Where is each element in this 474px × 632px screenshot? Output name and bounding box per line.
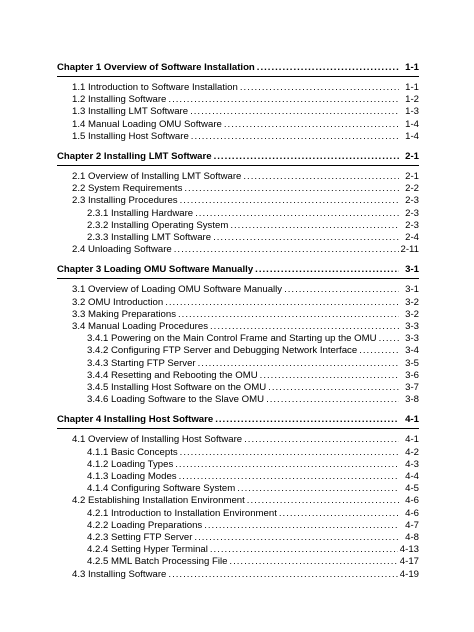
toc-title: 4.2.3 Setting FTP Server — [87, 532, 193, 543]
toc-entry[interactable] — [87, 358, 419, 370]
toc-title: 1.2 Installing Software — [72, 94, 167, 106]
toc-entry[interactable] — [87, 208, 419, 220]
toc-entry[interactable] — [87, 556, 419, 568]
toc-page-number: 4-6 — [405, 507, 419, 519]
toc-title: 2.2 System Requirements — [72, 183, 183, 195]
toc-title: 3.1 Overview of Loading OMU Software Manually — [72, 284, 283, 296]
dot-leader — [266, 394, 399, 406]
toc-entry[interactable] — [87, 459, 419, 471]
toc-page-number: 3-2 — [405, 308, 419, 320]
toc-entry[interactable] — [87, 220, 419, 232]
toc-page-number: 4-7 — [405, 519, 419, 531]
dot-leader — [229, 556, 397, 568]
toc-page-number: 4-13 — [399, 544, 419, 556]
toc-title: 2.3.3 Installing LMT Software — [87, 232, 212, 243]
toc-page-number: 3-4 — [405, 345, 419, 357]
toc-page-number: 1-1 — [405, 62, 419, 73]
dot-leader — [195, 208, 399, 220]
toc-entry[interactable] — [72, 569, 419, 581]
toc-title: 4.2.2 Loading Preparations — [87, 519, 203, 531]
toc-entry[interactable] — [72, 94, 419, 106]
dot-leader — [359, 345, 399, 357]
toc-entry[interactable] — [87, 333, 419, 345]
toc-entry[interactable] — [87, 532, 419, 544]
dot-leader — [230, 220, 399, 232]
dot-leader — [257, 62, 399, 74]
toc-title: Chapter 3 Loading OMU Software Manually — [57, 264, 254, 276]
dot-leader — [210, 321, 399, 333]
chapter-rule — [57, 428, 419, 429]
toc-page-number: 3-2 — [405, 296, 419, 308]
toc-page-number: 4-19 — [399, 568, 419, 580]
toc-page-number: 1-4 — [405, 118, 419, 130]
toc-entry[interactable] — [87, 232, 419, 244]
toc-page-number: 2-3 — [405, 219, 419, 231]
toc-title: 4.2.4 Setting Hyper Terminal — [87, 544, 208, 556]
toc-title: 4.1.1 Basic Concepts — [87, 446, 178, 458]
toc-entry[interactable] — [72, 131, 419, 143]
toc-entry[interactable] — [87, 345, 419, 357]
toc-entry[interactable] — [87, 544, 419, 556]
toc-entry[interactable] — [87, 382, 419, 394]
toc-page-number: 2-4 — [405, 232, 419, 243]
dot-leader — [191, 131, 399, 143]
toc-title: 1.4 Manual Loading OMU Software — [72, 118, 222, 130]
toc-page-number: 3-1 — [405, 284, 419, 296]
dot-leader — [279, 508, 399, 520]
toc-title: 1.5 Installing Host Software — [72, 130, 189, 142]
toc-title: 1.1 Introduction to Software Installation — [72, 82, 238, 93]
toc-page-number: 4-5 — [405, 483, 419, 495]
toc-entry[interactable] — [87, 394, 419, 406]
dot-leader — [213, 232, 399, 244]
toc-page-number: 1-3 — [405, 106, 419, 118]
toc-title: 3.4 Manual Loading Procedures — [72, 321, 209, 332]
dot-leader — [165, 297, 399, 309]
toc-page-number: 3-7 — [405, 382, 419, 393]
dot-leader — [224, 119, 399, 131]
dot-leader — [194, 532, 399, 544]
toc-page-number: 4-4 — [405, 471, 419, 482]
dot-leader — [237, 483, 399, 495]
toc-page-number: 4-1 — [405, 434, 419, 446]
toc-entry[interactable] — [72, 297, 419, 309]
chapter-rule — [57, 278, 419, 279]
dot-leader — [244, 434, 399, 446]
toc-entry[interactable] — [72, 82, 419, 94]
dot-leader — [190, 106, 399, 118]
toc-title: 3.4.3 Starting FTP Server — [87, 357, 196, 369]
dot-leader — [214, 151, 399, 163]
dot-leader — [184, 183, 399, 195]
toc-page-number: 3-5 — [405, 357, 419, 369]
toc-entry[interactable] — [72, 284, 419, 296]
toc-page-number: 4-17 — [399, 556, 419, 568]
dot-leader — [379, 333, 399, 345]
toc-title: 3.2 OMU Introduction — [72, 296, 164, 308]
dot-leader — [255, 264, 399, 276]
toc-entry[interactable] — [72, 495, 419, 507]
toc-title: 3.3 Making Preparations — [72, 308, 176, 320]
toc-entry[interactable] — [87, 508, 419, 520]
dot-leader — [179, 471, 399, 483]
dot-leader — [168, 569, 397, 581]
dot-leader — [247, 495, 399, 507]
toc-page-number: 2-2 — [405, 183, 419, 195]
toc-page-number: 4-2 — [405, 446, 419, 458]
dot-leader — [180, 195, 399, 207]
toc-entry[interactable] — [72, 309, 419, 321]
toc-page-number: 3-3 — [405, 333, 419, 345]
toc-title: 3.4.4 Resetting and Rebooting the OMU — [87, 369, 258, 381]
toc-entry[interactable] — [87, 520, 419, 532]
toc-entry[interactable] — [72, 321, 419, 333]
toc-page-number: 3-3 — [405, 321, 419, 332]
dot-leader — [268, 382, 399, 394]
toc-title: 4.1 Overview of Installing Host Software — [72, 434, 243, 446]
dot-leader — [240, 82, 399, 94]
toc-title: 2.3.1 Installing Hardware — [87, 207, 194, 219]
chapter-rule — [57, 165, 419, 166]
toc-title: 4.2.5 MML Batch Processing File — [87, 556, 228, 568]
toc-page-number: 4-6 — [405, 495, 419, 507]
toc-chapter-entry[interactable] — [57, 414, 419, 426]
toc-title: 3.4.1 Powering on the Main Control Frame and Starting up the OMU — [87, 333, 377, 345]
toc-title: 3.4.2 Configuring FTP Server and Debugging Network Interface — [87, 345, 358, 357]
toc-title: 2.3 Installing Procedures — [72, 195, 178, 207]
toc-page-number: 1-2 — [405, 94, 419, 106]
toc-entry[interactable] — [72, 106, 419, 118]
toc-page-number: 4-3 — [405, 458, 419, 470]
dot-leader — [168, 94, 399, 106]
dot-leader — [215, 414, 399, 426]
toc-entry[interactable] — [87, 483, 419, 495]
dot-leader — [204, 520, 399, 532]
toc-entry[interactable] — [72, 434, 419, 446]
toc-title: 2.1 Overview of Installing LMT Software — [72, 171, 242, 182]
toc-page-number: 2-1 — [405, 151, 419, 162]
toc-page-number: 2-3 — [405, 207, 419, 219]
dot-leader — [243, 171, 399, 183]
toc-entry[interactable] — [72, 183, 419, 195]
toc-chapter-entry[interactable] — [57, 264, 419, 276]
toc-title: 4.3 Installing Software — [72, 568, 167, 580]
toc-title: 4.2.1 Introduction to Installation Environment — [87, 507, 277, 519]
toc-page-number: 2-3 — [405, 195, 419, 207]
toc-entry[interactable] — [72, 244, 419, 256]
toc-page-number: 2-1 — [405, 171, 419, 182]
dot-leader — [210, 544, 398, 556]
toc-title: 2.3.2 Installing Operating System — [87, 219, 229, 231]
toc-entry[interactable] — [72, 171, 419, 183]
toc-title: 1.3 Installing LMT Software — [72, 106, 189, 118]
toc-entry[interactable] — [87, 447, 419, 459]
toc-title: Chapter 1 Overview of Software Installation — [57, 62, 255, 73]
toc-title: 4.2 Establishing Installation Environment — [72, 495, 245, 507]
chapter-rule — [57, 76, 419, 77]
toc-page-number: 3-1 — [405, 264, 419, 276]
toc-page-number: 3-6 — [405, 369, 419, 381]
toc-page-number: 4-8 — [405, 532, 419, 543]
toc-page-number: 1-1 — [405, 82, 419, 93]
toc-entry[interactable] — [87, 471, 419, 483]
toc-chapter-entry[interactable] — [57, 62, 419, 74]
toc-entry[interactable] — [87, 370, 419, 382]
toc-title: 4.1.2 Loading Types — [87, 458, 174, 470]
toc-title: Chapter 2 Installing LMT Software — [57, 151, 212, 162]
toc-title: 4.1.4 Configuring Software System — [87, 483, 236, 495]
toc-page-number: 4-1 — [405, 414, 419, 426]
dot-leader — [284, 284, 399, 296]
dot-leader — [175, 459, 399, 471]
dot-leader — [180, 447, 399, 459]
toc-title: 2.4 Unloading Software — [72, 244, 172, 256]
toc-page-number: 3-8 — [405, 394, 419, 406]
dot-leader — [178, 309, 399, 321]
dot-leader — [198, 358, 399, 370]
toc-title: 3.4.6 Loading Software to the Slave OMU — [87, 394, 265, 406]
toc-title: Chapter 4 Installing Host Software — [57, 414, 214, 426]
dot-leader — [260, 370, 399, 382]
toc-title: 3.4.5 Installing Host Software on the OMU — [87, 382, 267, 393]
dot-leader — [174, 244, 399, 256]
toc-page-number: 1-4 — [405, 130, 419, 142]
toc-entry[interactable] — [72, 195, 419, 207]
toc-title: 4.1.3 Loading Modes — [87, 471, 177, 482]
toc-entry[interactable] — [72, 119, 419, 131]
toc-page-number: 2-11 — [400, 244, 419, 256]
toc-chapter-entry[interactable] — [57, 151, 419, 163]
